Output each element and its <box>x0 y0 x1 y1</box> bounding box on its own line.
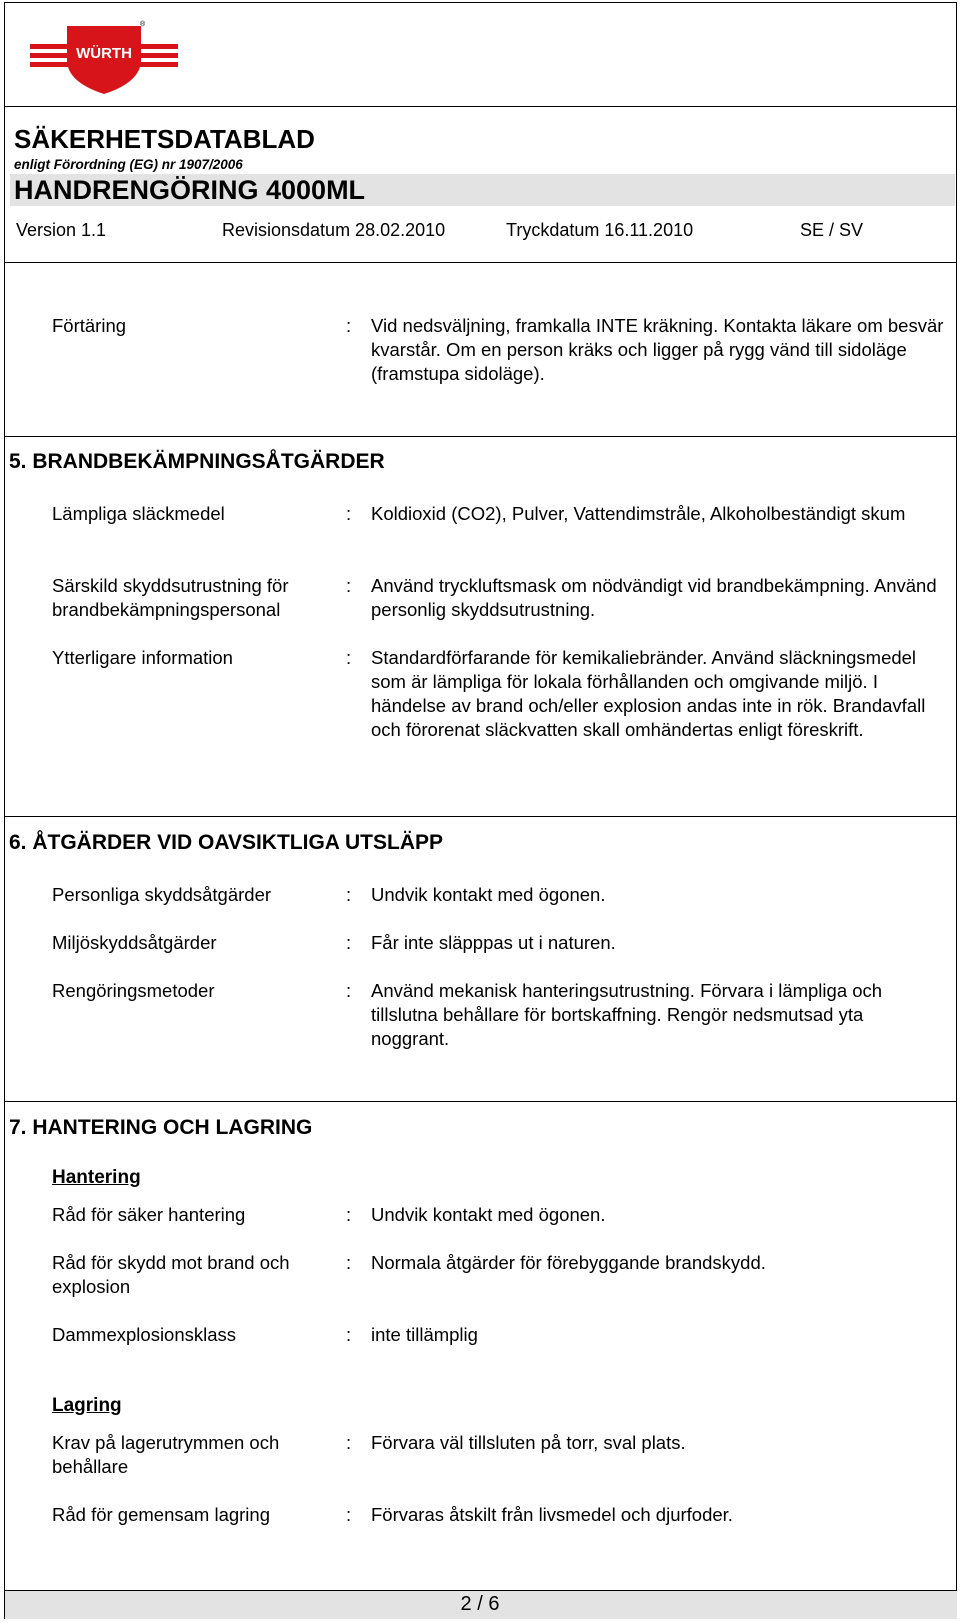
row-label-ingestion: Förtäring <box>52 315 127 336</box>
row-value-dust-explosion: inte tillämplig <box>371 1324 478 1345</box>
page-frame <box>4 2 957 1619</box>
storage-heading: Lagring <box>52 1395 122 1416</box>
header-divider <box>5 106 957 107</box>
language-code: SE / SV <box>800 220 864 240</box>
section-5-title: 5. BRANDBEKÄMPNINGSÅTGÄRDER <box>9 450 385 473</box>
colon: : <box>346 980 352 1001</box>
section-divider <box>5 816 957 817</box>
row-value-common-storage: Förvaras åtskilt från livsmedel och djurfoder. <box>371 1504 733 1525</box>
colon: : <box>346 1504 352 1525</box>
row-value-environmental: Får inte släpppas ut i naturen. <box>371 932 616 953</box>
handling-heading: Hantering <box>52 1167 141 1188</box>
row-value-ingestion: Vid nedsväljning, framkalla INTE kräkning. Kontakta läkare om besvär kvarstår. Om en person kräks och ligger på rygg vänd till sidoläge (framstupa sidoläge). <box>371 315 944 384</box>
colon: : <box>346 1204 352 1225</box>
row-value-storage-requirements: Förvara väl tillsluten på torr, sval plats. <box>371 1432 686 1453</box>
colon: : <box>346 647 352 668</box>
document-subtitle: enligt Förordning (EG) nr 1907/2006 <box>14 157 243 172</box>
page-number: 2 / 6 <box>460 1593 500 1615</box>
row-value-cleaning: Använd mekanisk hanteringsutrustning. Förvara i lämpliga och tillslutna behållare för bortskaffning. Rengör nedsmutsad yta noggrant. <box>371 980 883 1049</box>
colon: : <box>346 884 352 905</box>
row-value-extinguishing: Koldioxid (CO2), Pulver, Vattendimstråle, Alkoholbeständigt skum <box>371 503 906 524</box>
colon: : <box>346 1252 352 1273</box>
row-label-extinguishing: Lämpliga släckmedel <box>52 503 225 524</box>
colon: : <box>346 932 352 953</box>
colon: : <box>346 315 352 336</box>
version-text: Version 1.1 <box>16 220 107 240</box>
row-value-protective-equipment: Använd tryckluftsmask om nödvändigt vid brandbekämpning. Använd personlig skyddsutrustning. <box>371 575 937 620</box>
row-label-storage-requirements: Krav på lagerutrymmen och behållare <box>52 1432 280 1477</box>
row-label-common-storage: Råd för gemensam lagring <box>52 1504 270 1525</box>
wurth-logo <box>30 20 178 98</box>
meta-divider <box>5 262 957 263</box>
svg-text:®: ® <box>140 21 146 28</box>
revision-date: Revisionsdatum 28.02.2010 <box>222 220 446 240</box>
row-value-fire-protection: Normala åtgärder för förebyggande brandskydd. <box>371 1252 766 1273</box>
row-label-further-info: Ytterligare information <box>52 647 233 668</box>
row-label-personal-precautions: Personliga skyddsåtgärder <box>52 884 272 905</box>
row-label-protective-equipment: Särskild skyddsutrustning för brandbekämpningspersonal <box>52 575 289 620</box>
colon: : <box>346 1432 352 1453</box>
logo-wordmark: WÜRTH <box>76 45 132 62</box>
row-label-safe-handling: Råd för säker hantering <box>52 1204 246 1225</box>
section-6-title: 6. ÅTGÄRDER VID OAVSIKTLIGA UTSLÄPP <box>9 831 444 854</box>
row-label-fire-protection: Råd för skydd mot brand och explosion <box>52 1252 290 1297</box>
row-label-dust-explosion: Dammexplosionsklass <box>52 1324 237 1345</box>
document-title: SÄKERHETSDATABLAD <box>14 124 315 154</box>
colon: : <box>346 503 352 524</box>
row-value-safe-handling: Undvik kontakt med ögonen. <box>371 1204 606 1225</box>
section-divider <box>5 1101 957 1102</box>
colon: : <box>346 575 352 596</box>
section-divider <box>5 436 957 437</box>
row-label-environmental: Miljöskyddsåtgärder <box>52 932 217 953</box>
colon: : <box>346 1324 352 1345</box>
section-7-title: 7. HANTERING OCH LAGRING <box>9 1116 313 1139</box>
product-name: HANDRENGÖRING 4000ML <box>14 175 366 205</box>
row-label-cleaning: Rengöringsmetoder <box>52 980 215 1001</box>
print-date: Tryckdatum 16.11.2010 <box>506 220 694 240</box>
row-value-further-info: Standardförfarande för kemikaliebränder. Använd släckningsmedel som är lämpliga för lokala förhållanden och omgivande miljö. I händelse av brand och/eller explosion andas inte in rök. Brandavfall och förorenat släckvatten skall omhändertas enligt föreskrift. <box>371 647 926 740</box>
row-value-personal-precautions: Undvik kontakt med ögonen. <box>371 884 606 905</box>
